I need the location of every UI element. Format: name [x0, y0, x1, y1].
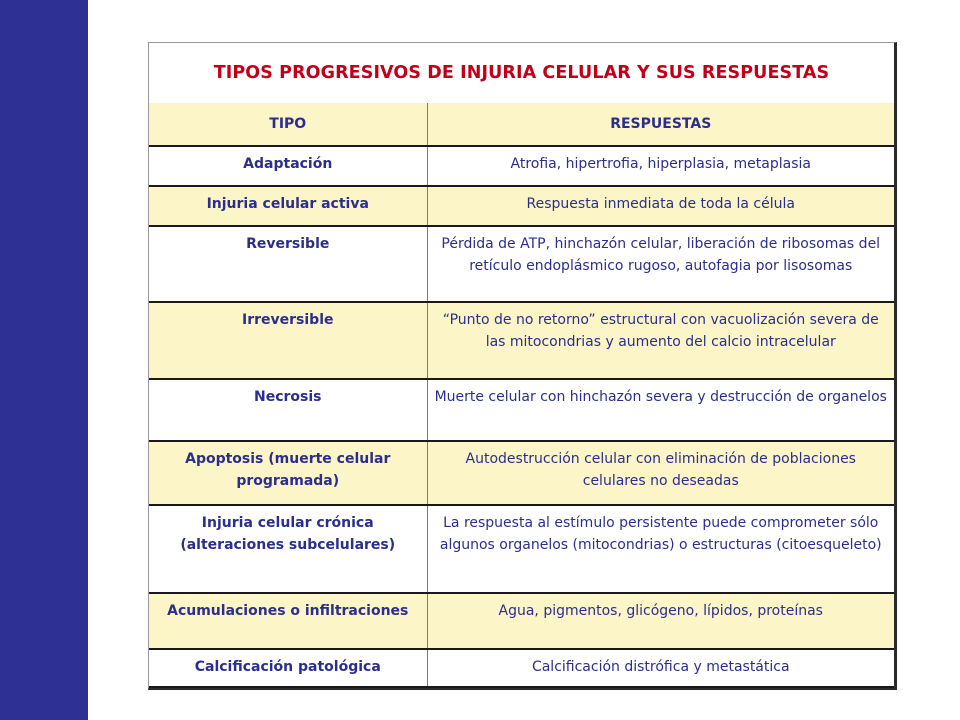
row-respuesta: “Punto de no retorno” estructural con vacuolización severa de las mitocondrias y aumento del calcio intracelular [427, 302, 894, 379]
row-respuesta: La respuesta al estímulo persistente puede comprometer sólo algunos organelos (mitocondrias) o estructuras (citoesqueleto) [427, 505, 894, 593]
injury-table [149, 103, 894, 688]
row-respuesta: Atrofia, hipertrofia, hiperplasia, metaplasia [427, 146, 894, 186]
row-tipo: Injuria celular activa [149, 186, 427, 226]
table-row [149, 226, 894, 302]
header-tipo: TIPO [149, 103, 427, 146]
table-header-row [149, 103, 894, 146]
row-tipo: Necrosis [149, 379, 427, 441]
left-sidebar-bar [0, 0, 88, 720]
table-row [149, 302, 894, 379]
table-card [148, 42, 897, 690]
row-tipo: Acumulaciones o infiltraciones [149, 593, 427, 649]
row-tipo: Adaptación [149, 146, 427, 186]
row-respuesta: Agua, pigmentos, glicógeno, lípidos, proteínas [427, 593, 894, 649]
row-respuesta: Respuesta inmediata de toda la célula [427, 186, 894, 226]
table-row [149, 593, 894, 649]
row-tipo: Calcificación patológica [149, 649, 427, 687]
table-row [149, 379, 894, 441]
table-row [149, 146, 894, 186]
table-row [149, 649, 894, 687]
row-tipo: Injuria celular crónica (alteraciones subcelulares) [149, 505, 427, 593]
table-row [149, 505, 894, 593]
table-row [149, 441, 894, 505]
page-title: TIPOS PROGRESIVOS DE INJURIA CELULAR Y SUS RESPUESTAS [213, 63, 830, 83]
row-tipo: Reversible [149, 226, 427, 302]
header-respuestas: RESPUESTAS [427, 103, 894, 146]
row-tipo: Apoptosis (muerte celular programada) [149, 441, 427, 505]
table-row [149, 186, 894, 226]
row-respuesta: Calcificación distrófica y metastática [427, 649, 894, 687]
row-respuesta: Muerte celular con hinchazón severa y destrucción de organelos [427, 379, 894, 441]
row-tipo: Irreversible [149, 302, 427, 379]
row-respuesta: Autodestrucción celular con eliminación de poblaciones celulares no deseadas [427, 441, 894, 505]
row-respuesta: Pérdida de ATP, hinchazón celular, liberación de ribosomas del retículo endoplásmico rugoso, autofagia por lisosomas [427, 226, 894, 302]
